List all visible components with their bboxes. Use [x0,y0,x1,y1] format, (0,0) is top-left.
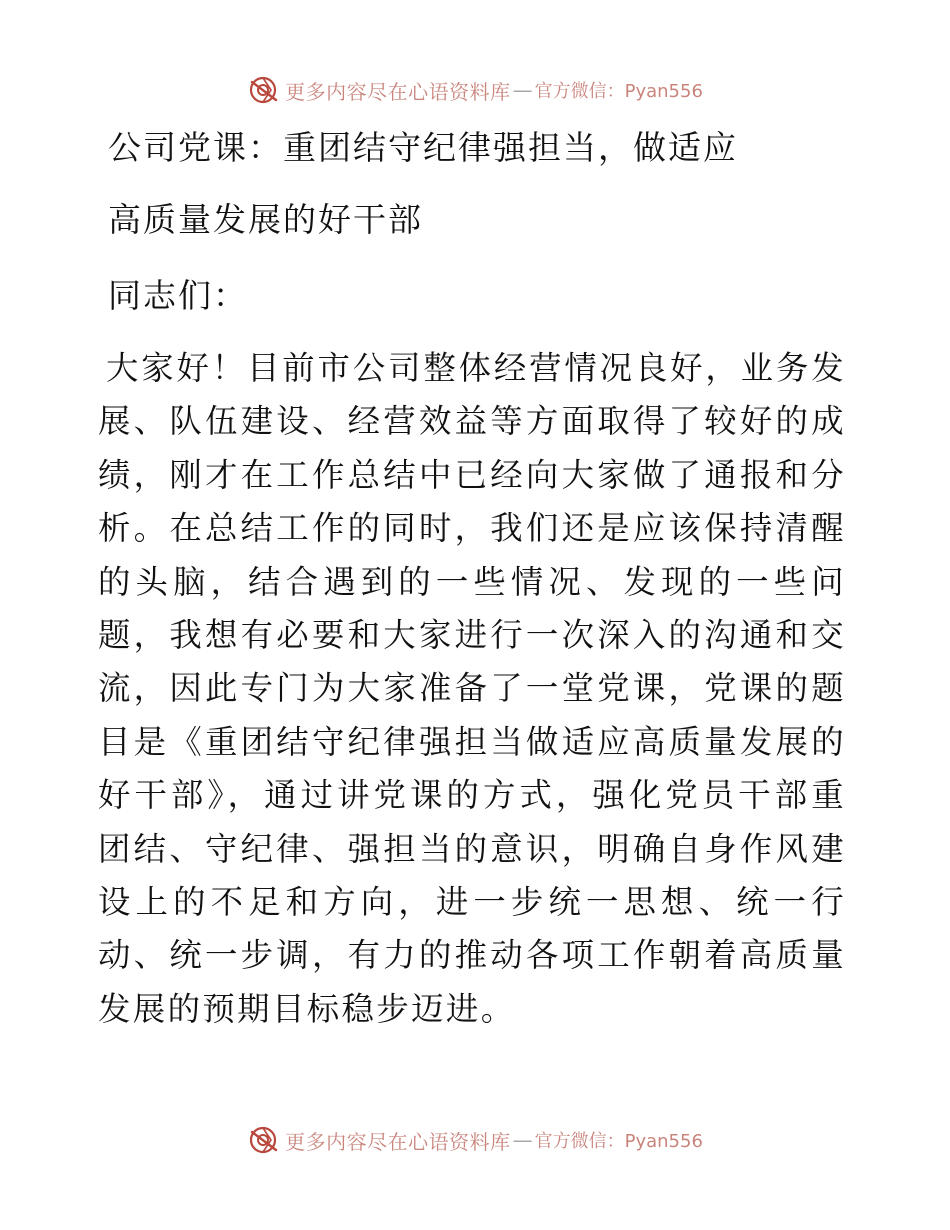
watermark-contact-text: 官方微信：Pyan556 [534,1131,703,1152]
brand-logo-icon [247,1124,279,1156]
watermark-brand-text: 更多内容尽在心语资料库 [285,1129,511,1154]
footer-watermark [0,1120,950,1160]
greeting: 同志们： [108,276,248,315]
body-paragraph: 大家好！目前市公司整体经营情况良好，业务发展、队伍建设、经营效益等方面取得了较好的成绩，刚才在工作总结中已经向大家做了通报和分析。在总结工作的同时，我们还是应该保持清醒的头脑，结合遇到的一些情况、发现的一些问题，我想有必要和大家进行一次深入的沟通和交流，因此专门为大家准备了一堂党课，党课的题目是《重团结守纪律强担当做适应高质量发展的好干部》，通过讲党课的方式，强化党员干部重团结、守纪律、强担当的意识，明确自身作风建设上的不足和方向，进一步统一思想、统一行动、统一步调，有力的推动各项工作朝着高质量发展的预期目标稳步迈进。 [98,349,846,1028]
header-watermark [0,70,950,110]
watermark-brand-text: 更多内容尽在心语资料库 [285,79,511,104]
watermark-dash: — [512,78,533,102]
brand-logo-icon [247,74,279,106]
document-title-line-1: 公司党课：重团结守纪律强担当，做适应 [108,128,738,167]
document-title-line-2: 高质量发展的好干部 [108,200,423,239]
watermark-dash: — [512,1128,533,1152]
watermark-contact-text: 官方微信：Pyan556 [534,81,703,102]
